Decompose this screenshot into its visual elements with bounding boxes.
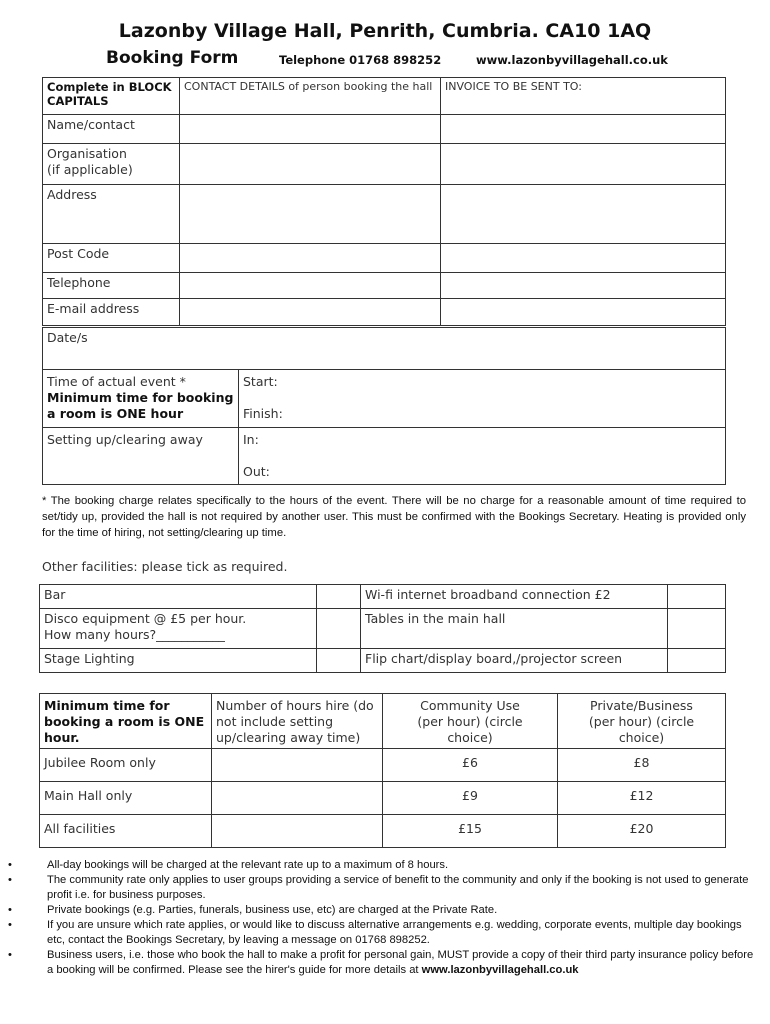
- time-label-cell: [43, 370, 239, 428]
- row-label-telephone: Telephone: [43, 273, 180, 299]
- facility-stage-lighting: Stage Lighting: [40, 649, 317, 673]
- out-label: Out:: [243, 464, 270, 479]
- bullet-icon: •: [8, 874, 12, 886]
- disco-hours-label: How many hours?___________: [44, 627, 225, 642]
- note-text: If you are unsure which rate applies, or would like to discuss alternative arrangements e.g. wedding, corporate events, multiple day bookings etc, contact the Bookings Secretary, by leaving a message on 01768 898252.: [47, 919, 742, 946]
- date-table: [42, 327, 726, 485]
- website-link[interactable]: www.lazonbyvillagehall.co.uk: [421, 964, 579, 976]
- facility-disco: [40, 609, 317, 649]
- facilities-heading: Other facilities: please tick as required.: [42, 559, 288, 574]
- note-text: Business users, i.e. those who book the hall to make a profit for personal gain, MUST provide a copy of their third party insurance policy before a booking will be confirmed. Please see the hirer's guide for more details at: [47, 949, 754, 976]
- bullet-icon: •: [8, 904, 12, 916]
- footnote: * The booking charge relates specifically to the hours of the event. There will be no charge for a reasonable amount of time required to set/tidy up, provided the hall is not required by another user. This must be confirmed with the Bookings Secretary. Heating is provided only for the time of hiring, not setting/clearing up time.: [42, 495, 746, 539]
- hours-header: Number of hours hire (do not include setting up/clearing away time): [212, 694, 383, 749]
- rate-row-main-hall: Main Hall only: [40, 782, 212, 815]
- page-title: Lazonby Village Hall, Penrith, Cumbria. CA10 1AQ: [118, 20, 652, 42]
- wifi-tick-box[interactable]: [668, 585, 726, 609]
- organisation-label: Organisation: [47, 146, 127, 161]
- all-facilities-private-rate[interactable]: £20: [558, 815, 726, 848]
- minimum-time-header: Minimum time for booking a room is ONE hour.: [40, 694, 212, 749]
- contact-name-field[interactable]: [180, 115, 441, 144]
- list-item: [8, 858, 758, 873]
- rate-row-jubilee: Jubilee Room only: [40, 749, 212, 782]
- bullet-icon: •: [8, 919, 12, 931]
- stage-tick-box[interactable]: [317, 649, 361, 673]
- tables-tick-box[interactable]: [668, 609, 726, 649]
- contact-email-field[interactable]: [180, 299, 441, 326]
- dates-field[interactable]: [43, 328, 726, 370]
- all-facilities-community-rate[interactable]: £15: [383, 815, 558, 848]
- time-of-event-label: Time of actual event *: [47, 374, 186, 389]
- list-item: [8, 903, 758, 918]
- invoice-organisation-field[interactable]: [441, 144, 726, 185]
- jubilee-private-rate[interactable]: £8: [558, 749, 726, 782]
- row-label-postcode: Post Code: [43, 244, 180, 273]
- facility-tables: Tables in the main hall: [361, 609, 668, 649]
- note-text: Private bookings (e.g. Parties, funerals, business use, etc) are charged at the Private Rate.: [47, 904, 498, 916]
- form-name: Booking Form: [106, 48, 239, 68]
- in-label: In:: [243, 432, 259, 447]
- facilities-table: [39, 584, 726, 673]
- contact-organisation-field[interactable]: [180, 144, 441, 185]
- bullet-icon: •: [8, 859, 12, 871]
- list-item: [8, 948, 758, 978]
- booking-notes-list: [8, 858, 758, 978]
- main-hall-private-rate[interactable]: £12: [558, 782, 726, 815]
- invoice-postcode-field[interactable]: [441, 244, 726, 273]
- row-label-organisation: [43, 144, 180, 185]
- contact-table: [42, 77, 726, 326]
- disco-label: Disco equipment @ £5 per hour.: [44, 611, 247, 626]
- jubilee-hours-field[interactable]: [212, 749, 383, 782]
- contact-address-field[interactable]: [180, 185, 441, 244]
- contact-postcode-field[interactable]: [180, 244, 441, 273]
- dates-label: Date/s: [47, 330, 88, 345]
- setup-field[interactable]: [239, 428, 726, 485]
- invoice-email-field[interactable]: [441, 299, 726, 326]
- block-capitals-header: Complete in BLOCK CAPITALS: [43, 78, 180, 115]
- jubilee-community-rate[interactable]: £6: [383, 749, 558, 782]
- organisation-sublabel: (if applicable): [47, 162, 133, 177]
- rate-row-all-facilities: All facilities: [40, 815, 212, 848]
- website: www.lazonbyvillagehall.co.uk: [476, 53, 668, 67]
- start-label: Start:: [243, 374, 278, 389]
- contact-details-header: CONTACT DETAILS of person booking the hall: [180, 78, 441, 115]
- setup-label: Setting up/clearing away: [43, 428, 239, 485]
- row-label-email: E-mail address: [43, 299, 180, 326]
- main-hall-hours-field[interactable]: [212, 782, 383, 815]
- facility-bar: Bar: [40, 585, 317, 609]
- bullet-icon: •: [8, 949, 12, 961]
- community-header: Community Use (per hour) (circle choice): [383, 694, 558, 749]
- list-item: [8, 873, 758, 903]
- row-label-address: Address: [43, 185, 180, 244]
- invoice-address-field[interactable]: [441, 185, 726, 244]
- time-field[interactable]: [239, 370, 726, 428]
- note-text: All-day bookings will be charged at the relevant rate up to a maximum of 8 hours.: [47, 859, 449, 871]
- contact-telephone-field[interactable]: [180, 273, 441, 299]
- telephone: Telephone 01768 898252: [279, 53, 442, 67]
- invoice-header: INVOICE TO BE SENT TO:: [441, 78, 726, 115]
- invoice-name-field[interactable]: [441, 115, 726, 144]
- invoice-telephone-field[interactable]: [441, 273, 726, 299]
- private-header: Private/Business (per hour) (circle choice): [558, 694, 726, 749]
- facility-flipchart: Flip chart/display board,/projector screen: [361, 649, 668, 673]
- minimum-time-note: Minimum time for booking a room is ONE hour: [47, 390, 234, 421]
- rates-table: [39, 693, 726, 848]
- all-facilities-hours-field[interactable]: [212, 815, 383, 848]
- list-item: [8, 918, 758, 948]
- note-text: The community rate only applies to user groups providing a service of benefit to the community and only if the booking is not used to generate profit i.e. for business purposes.: [47, 874, 749, 901]
- row-label-name: Name/contact: [43, 115, 180, 144]
- flipchart-tick-box[interactable]: [668, 649, 726, 673]
- disco-tick-box[interactable]: [317, 609, 361, 649]
- main-hall-community-rate[interactable]: £9: [383, 782, 558, 815]
- finish-label: Finish:: [243, 406, 283, 421]
- bar-tick-box[interactable]: [317, 585, 361, 609]
- facility-wifi: Wi-fi internet broadband connection £2: [361, 585, 668, 609]
